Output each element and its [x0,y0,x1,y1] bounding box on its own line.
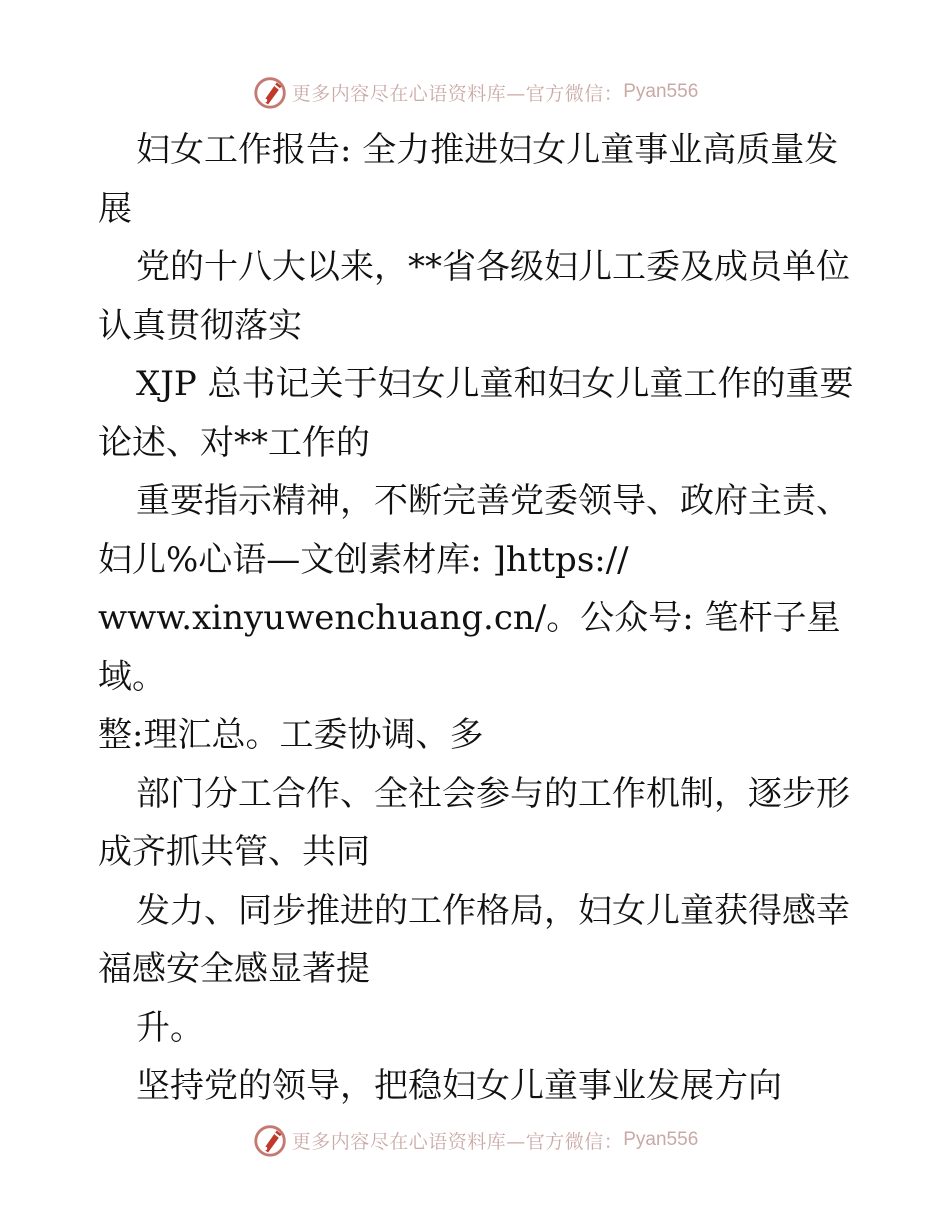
pen-nib-logo-icon [252,73,290,111]
paragraph [98,999,858,1058]
paragraph [98,355,858,472]
header-watermark [0,70,950,114]
document-body [98,121,858,1116]
paragraph-line: XJP 总书记关于妇女儿童和妇女儿童工作的重要 [136,364,854,404]
paragraph [98,472,858,589]
paragraph [98,882,858,999]
watermark-handle: Pyan556 [623,81,699,102]
paragraph [98,121,858,238]
paragraph-line: 发力、同步推进的工作格局，妇女儿童获得感幸 [136,890,850,931]
paragraph-line: 论述、对**工作的 [98,422,370,463]
paragraph-line: 党的十八大以来，**省各级妇儿工委及成员单位 [136,247,850,287]
paragraph-line: 部门分工合作、全社会参与的工作机制，逐步形 [136,773,850,814]
paragraph [98,589,858,765]
paragraph-line: 升。 [136,1007,204,1048]
paragraph [98,765,858,882]
paragraph-line: www.xinyuwenchuang.cn/。公众号: 笔杆子星域。 [98,598,841,697]
paragraph-line: 福感安全感显著提 [98,949,370,989]
watermark-text: 更多内容尽在心语资料库—官方微信： [291,82,624,105]
watermark-text: 更多内容尽在心语资料库—官方微信： [291,1130,624,1153]
pen-nib-logo-icon [252,1121,290,1159]
paragraph-line: 成齐抓共管、共同 [98,832,370,872]
paragraph-line: 认真贯彻落实 [98,305,302,346]
watermark-handle: Pyan556 [623,1129,699,1150]
paragraph-line: 坚持党的领导，把稳妇女儿童事业发展方向 [136,1066,782,1106]
paragraph-line: 重要指示精神，不断完善党委领导、政府主责、 [136,481,850,521]
paragraph [98,1057,858,1116]
paragraph-line: 整:理汇总。工委协调、多 [98,715,484,755]
paragraph [98,238,858,355]
paragraph-line: 妇儿%心语—文创素材库: ]https:// [98,539,629,580]
paragraph-line: 展 [98,188,132,229]
footer-watermark [0,1118,950,1162]
paragraph-line: 妇女工作报告: 全力推进妇女儿童事业高质量发 [136,130,839,170]
